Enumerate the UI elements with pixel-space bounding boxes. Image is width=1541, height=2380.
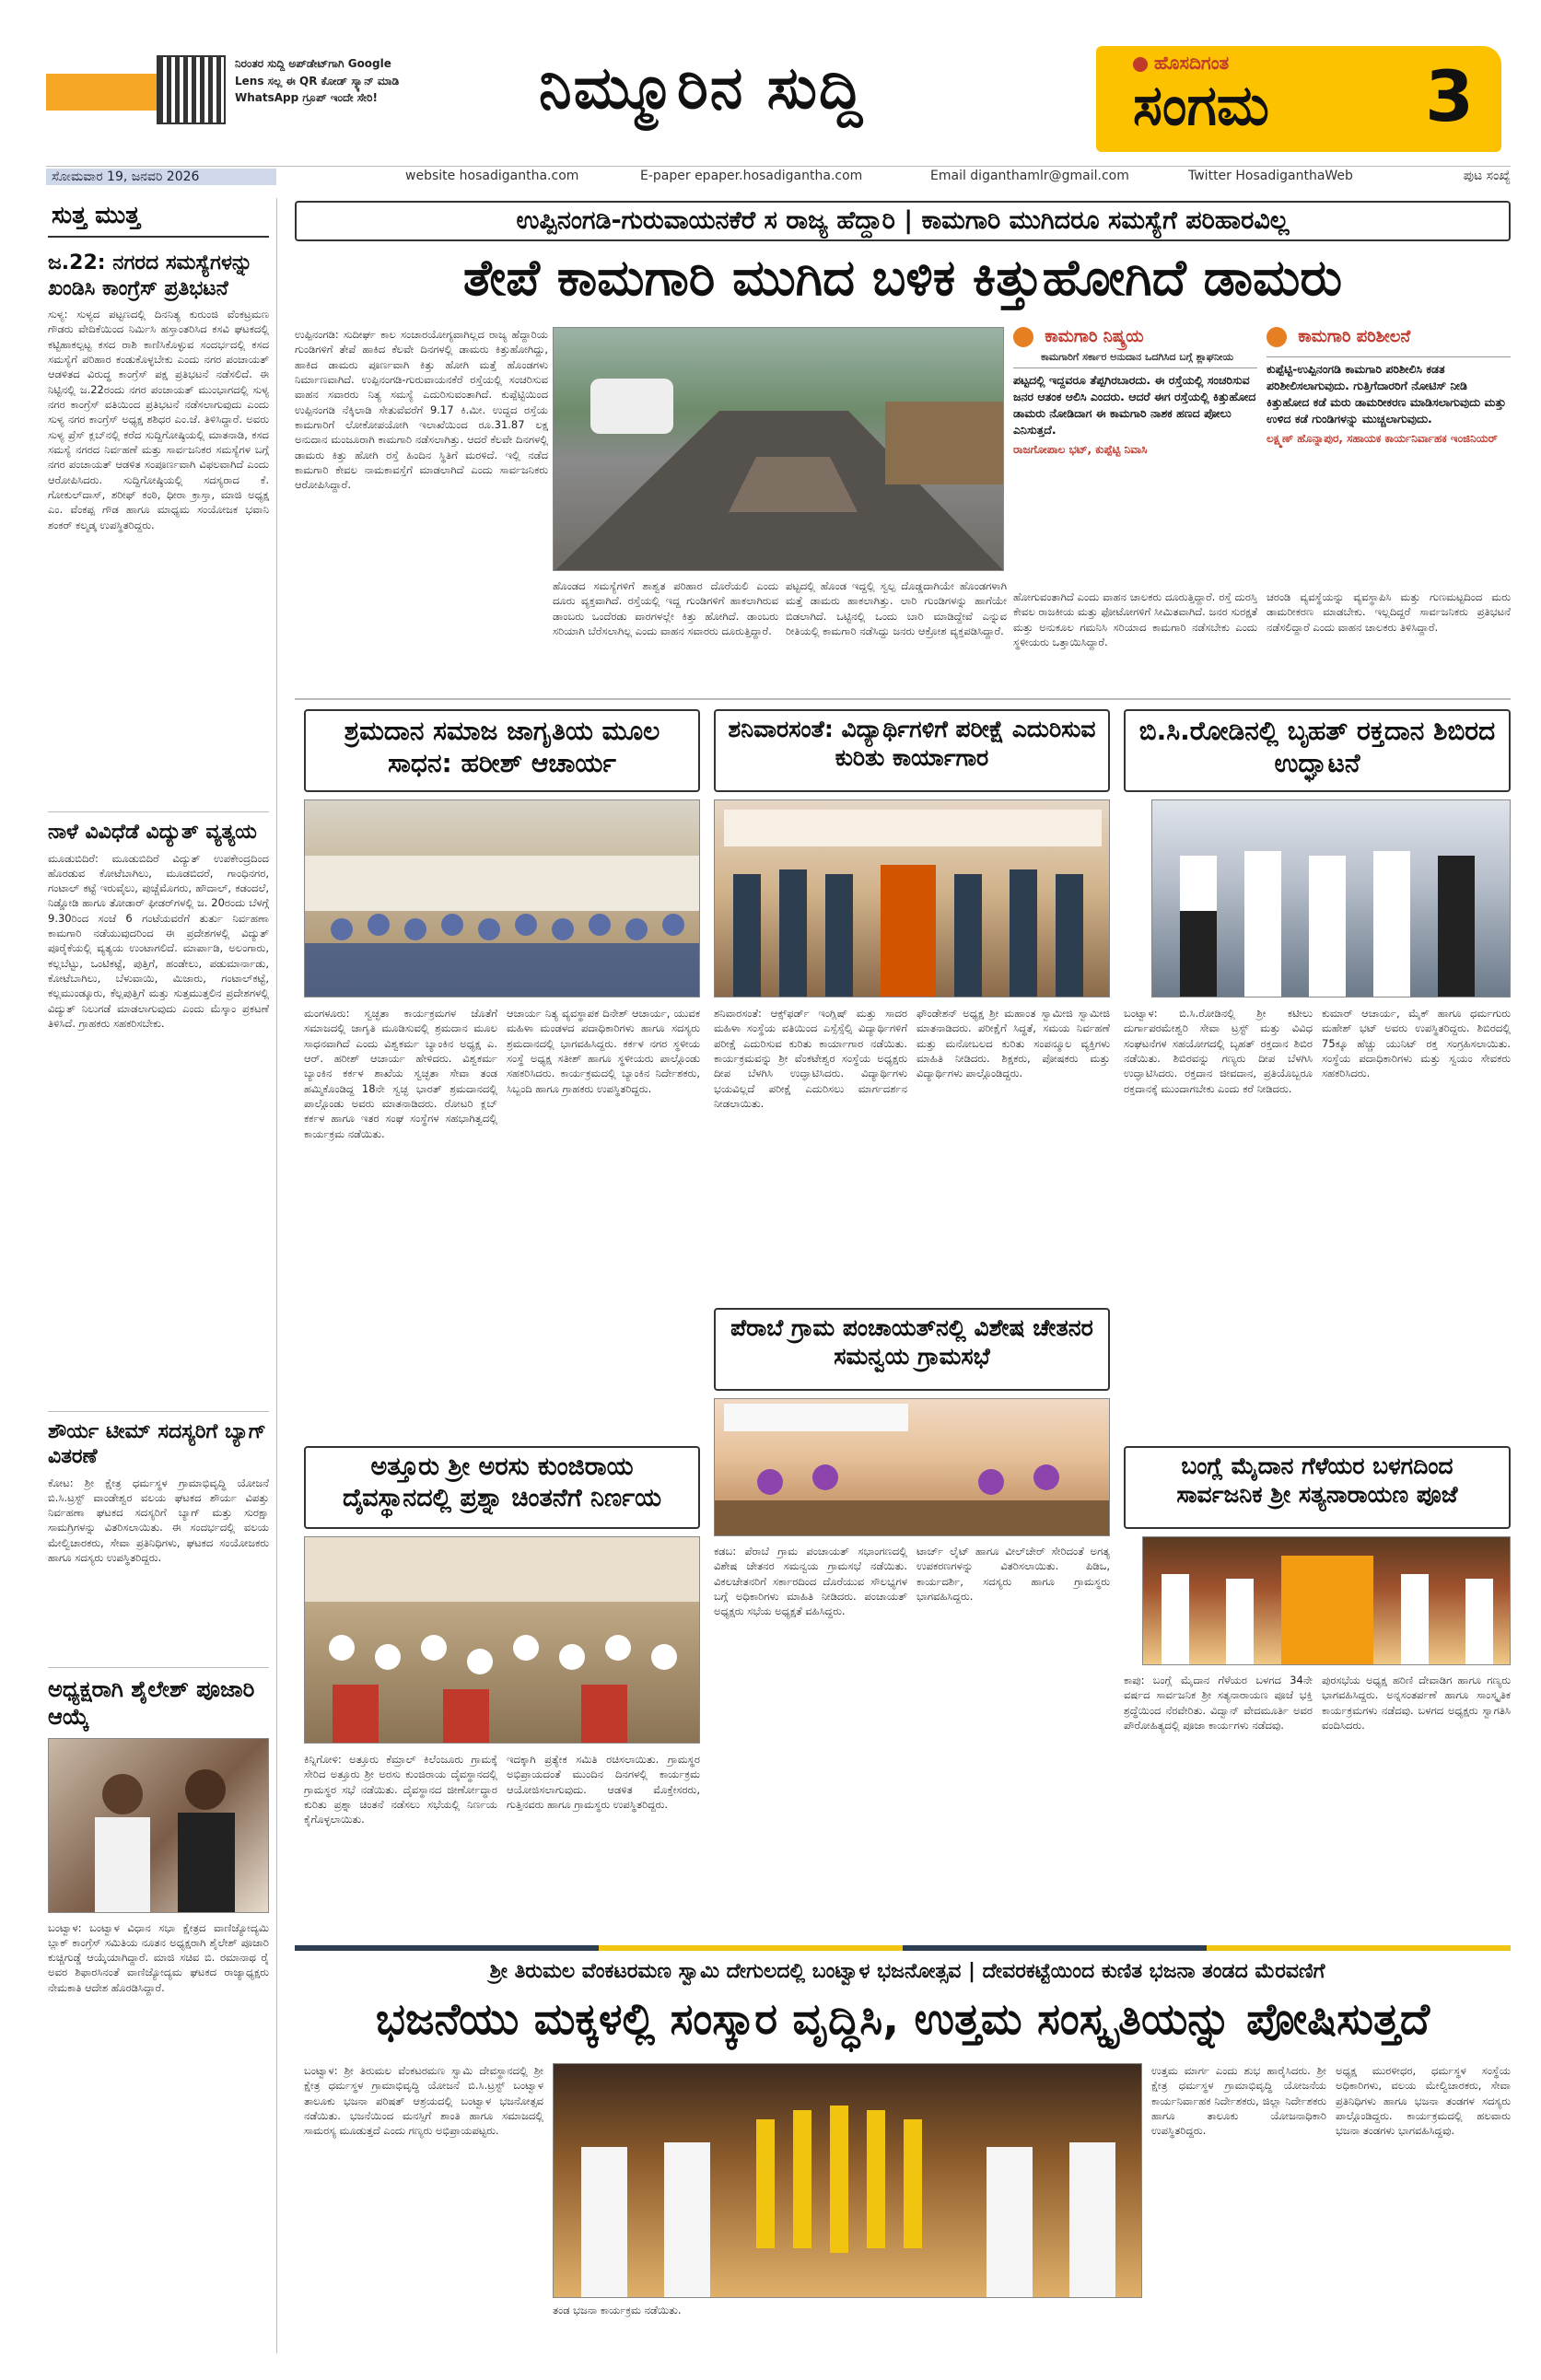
- story-e-head: ಅತ್ತೂರು ಶ್ರೀ ಅರಸು ಕುಂಜಿರಾಯ ದೈವಸ್ಥಾನದಲ್ಲಿ ಪ್ರಶ್ನಾ ಚಿಂತನೆಗೆ ನಿರ್ಣಯ: [304, 1446, 700, 1529]
- sidebar-story-head: ಜ.22: ನಗರದ ಸಮಸ್ಯೆಗಳನ್ನು ಖಂಡಿಸಿ ಕಾಂಗ್ರೆಸ್ ಪ್ರತಿಭಟನೆ: [48, 251, 253, 300]
- lead-col3: ಪಟ್ಟದಲ್ಲಿ ಹೊಂಡ ಇದ್ದಲ್ಲಿ ಸ್ವಲ್ಪ ದೊಡ್ಡದಾಗಿಯೇ ಹೊಂಡಗಳಾಗಿ ಮತ್ತೆ ಡಾಮರು ಹಾಕಲಾಗಿತ್ತು. ಲಾರಿ ಗುಂಡಿಗಳನ್ನು ಹಾಗೆಯೇ ಬಿಡಲಾಗಿದೆ. ಒಟ್ಟಿನಲ್ಲಿ ಒಂದು ಬಾರಿ ಮಾಡಿದ್ದೇವೆ ಎನ್ನುವ ರೀತಿಯಲ್ಲಿ ಕಾಮಗಾರಿ ನಡೆಸಿದ್ದು ಜನರು ಆಕ್ರೋಶ ವ್ಯಕ್ತಪಡಿಸಿದ್ದಾರೆ.: [786, 579, 1007, 637]
- lead-headline: ತೇಪೆ ಕಾಮಗಾರಿ ಮುಗಿದ ಬಳಿಕ ಕಿತ್ತುಹೋಗಿದೆ ಡಾಮರು: [462, 249, 1343, 307]
- masthead: [37, 46, 1511, 166]
- bottom-photo: [553, 2063, 1142, 2298]
- story-b-text2: ಫೌಂಡೇಶನ್ ಅಧ್ಯಕ್ಷ ಶ್ರೀ ಮಹಾಂತ ಸ್ವಾಮೀಜಿ ಸ್ವಾಮೀಜಿ ಮಾತನಾಡಿದರು. ಪರೀಕ್ಷೆಗೆ ಸಿದ್ಧತೆ, ಸಮಯ ನಿರ್ವಹಣೆ ಮತ್ತು ಮನೋಬಲದ ಕುರಿತು ಸಂಪನ್ಮೂಲ ವ್ಯಕ್ತಿಗಳು ಮಾಹಿತಿ ನೀಡಿದರು. ಶಿಕ್ಷಕರು, ಪೋಷಕರು ಮತ್ತು ವಿದ್ಯಾರ್ಥಿಗಳು ಪಾಲ್ಗೊಂಡಿದ್ದರು.: [916, 1007, 1110, 1080]
- story-b-text1: ಶನಿವಾರಸಂತೆ: ಆಕ್ಸ್‌ಫರ್ಡ್ ಇಂಗ್ಲಿಷ್ ಮತ್ತು ಸಾದರ ಮಹಿಳಾ ಸಂಸ್ಥೆಯ ವತಿಯಿಂದ ಎಸ್ಸೆಸ್ಸೆಲ್ಸಿ ವಿದ್ಯಾರ್ಥಿಗಳಿಗೆ ಪರೀಕ್ಷೆ ಎದುರಿಸುವ ಕುರಿತು ಕಾರ್ಯಾಗಾರ ನಡೆಯಿತು. ಕಾರ್ಯಕ್ರಮವನ್ನು ಶ್ರೀ ವೆಂಕಟೇಶ್ವರ ಸಂಸ್ಥೆಯ ಅಧ್ಯಕ್ಷರು ದೀಪ ಬೆಳಗಿಸಿ ಉದ್ಘಾಟಿಸಿದರು. ವಿದ್ಯಾರ್ಥಿಗಳು ಭಯವಿಲ್ಲದೆ ಪರೀಕ್ಷೆ ಎದುರಿಸಲು ಮಾರ್ಗದರ್ಶನ ನೀಡಲಾಯಿತು.: [714, 1007, 907, 1110]
- lead-kicker: ಉಪ್ಪಿನಂಗಡಿ-ಗುರುವಾಯನಕೆರೆ ಸ ರಾಜ್ಯ ಹೆದ್ದಾರಿ | ಕಾಮಗಾರಿ ಮುಗಿದರೂ ಸಮಸ್ಯೆಗೆ ಪರಿಹಾರವಿಲ್ಲ: [295, 201, 1511, 241]
- qr-code[interactable]: [157, 55, 226, 124]
- chat-icon: [1267, 327, 1287, 347]
- sidebar-divider: [48, 1667, 269, 1668]
- story-d-head: ಪೆರಾಬೆ ಗ್ರಾಮ ಪಂಚಾಯತ್‌ನಲ್ಲಿ ವಿಶೇಷ ಚೇತನರ ಸಮನ್ವಯ ಗ್ರಾಮಸಭೆ: [714, 1308, 1110, 1391]
- bottom-text3: ಅಧ್ಯಕ್ಷ ಮುರಳೀಧರ, ಧರ್ಮಸ್ಥಳ ಸಂಸ್ಥೆಯ ಅಧಿಕಾರಿಗಳು, ವಲಯ ಮೇಲ್ವಿಚಾರಕರು, ಸೇವಾ ಪ್ರತಿನಿಧಿಗಳು ಹಾಗೂ ಭಜನಾ ತಂಡಗಳ ಸದಸ್ಯರು ಪಾಲ್ಗೊಂಡಿದ್ದರು. ಕಾರ್ಯಕ್ರಮದಲ್ಲಿ ಹಲವಾರು ಭಜನಾ ತಂಡಗಳು ಭಾಗವಹಿಸಿದ್ದವು.: [1336, 2064, 1511, 2138]
- story-c-head: ಬಿ.ಸಿ.ರೋಡಿನಲ್ಲಿ ಬೃಹತ್ ರಕ್ತದಾನ ಶಿಬಿರದ ಉದ್ಘಾಟನೆ: [1124, 709, 1511, 792]
- story-f-text1: ಕಾಪು: ಬಂಗ್ಲೆ ಮೈದಾನ ಗೆಳೆಯರ ಬಳಗದ 34ನೇ ವರ್ಷದ ಸಾರ್ವಜನಿಕ ಶ್ರೀ ಸತ್ಯನಾರಾಯಣ ಪೂಜೆ ಭಕ್ತಿ ಶ್ರದ್ಧೆಯಿಂದ ನೆರವೇರಿತು. ವಿದ್ವಾನ್ ವೇದಮೂರ್ತಿ ಅವರ ಪೌರೋಹಿತ್ಯದಲ್ಲಿ ಪೂಜಾ ಕಾರ್ಯಗಳು ನಡೆದವು.: [1124, 1674, 1313, 1732]
- group-photo-illustration: [305, 800, 700, 998]
- quote-box-1: [1013, 327, 1257, 585]
- sidebar-story-head: ನಾಳೆ ವಿವಿಧೆಡೆ ವಿದ್ಯುತ್ ವ್ಯತ್ಯಯ: [48, 821, 257, 844]
- people-illustration: [49, 1739, 269, 1913]
- inauguration-illustration: [715, 800, 1110, 998]
- bottom-text1: ಬಂಟ್ವಾಳ: ಶ್ರೀ ತಿರುಮಲ ವೆಂಕಟರಮಣ ಸ್ವಾಮಿ ದೇವಸ್ಥಾನದಲ್ಲಿ ಶ್ರೀ ಕ್ಷೇತ್ರ ಧರ್ಮಸ್ಥಳ ಗ್ರಾಮಾಭಿವೃದ್ಧಿ ಯೋಜನೆ ಬಿ.ಸಿ.ಟ್ರಸ್ಟ್ ಬಂಟ್ವಾಳ ತಾಲೂಕು ಭಜನಾ ಪರಿಷತ್ ಆಶ್ರಯದಲ್ಲಿ ಬಂಟ್ವಾಳ ಭಜನೋತ್ಸವ ನಡೆಯಿತು. ಭಜನೆಯಿಂದ ಮನಸ್ಸಿಗೆ ಶಾಂತಿ ಹಾಗೂ ಸಮಾಜದಲ್ಲಿ ಸಾಮರಸ್ಯ ಮೂಡುತ್ತದೆ ಎಂದು ಗಣ್ಯರು ಅಭಿಪ್ರಾಯಪಟ್ಟರು.: [304, 2064, 543, 2138]
- story-b-photo: [714, 799, 1110, 998]
- quote-text: ಪಟ್ಟದಲ್ಲಿ ಇದ್ದವರೂ ತೆಪ್ಪಗಿರಬಾರದು. ಈ ರಸ್ತೆಯಲ್ಲಿ ಸಂಚರಿಸುವ ಜನರ ಆತಂಕ ಆಲಿಸಿ ಎಂದರು. ಆದರೆ ಈಗ ರಸ್ತೆಯಲ್ಲಿ ಕಿತ್ತುಹೋದ ಡಾಮರು ನೋಡಿದಾಗ ಈ ಕಾಮಗಾರಿ ನಾಶಕ ಹಣದ ಪೋಲು ಎನಿಸುತ್ತದೆ.: [1013, 368, 1257, 439]
- date-tag: ಸೋಮವಾರ 19, ಜನವರಿ 2026: [46, 169, 276, 185]
- epaper-link[interactable]: E-paper epaper.hosadigantha.com: [640, 169, 863, 183]
- sidebar-story: [48, 820, 269, 1404]
- sidebar-story-text: ಬಂಟ್ವಾಳ: ಬಂಟ್ವಾಳ ವಿಧಾನ ಸಭಾ ಕ್ಷೇತ್ರದ ವಾಣಿಜ್ಯೋದ್ಯಮಿ ಬ್ಲಾಕ್ ಕಾಂಗ್ರೆಸ್ ಸಮಿತಿಯ ನೂತನ ಅಧ್ಯಕ್ಷರಾಗಿ ಶೈಲೇಶ್ ಪೂಜಾರಿ ಕುಚ್ಚಿಗುಡ್ಡೆ ಆಯ್ಕೆಯಾಗಿದ್ದಾರೆ. ಮಾಜಿ ಸಚಿವ ಬಿ. ರಮಾನಾಥ ರೈ ಅವರ ಶಿಫಾರಸಿನಂತೆ ವಾಣಿಜ್ಯೋದ್ಯಮ ಘಟಕದ ರಾಜ್ಯಾಧ್ಯಕ್ಷರು ನೇಮಕಾತಿ ಆದೇಶ ಹೊರಡಿಸಿದ್ದಾರೆ.: [48, 1920, 269, 1994]
- story-c-text2: ಕುಮಾರ್ ಆಚಾರ್ಯ, ಮೈಕ್ ಹಾಗೂ ಧರ್ಮಗುರು ಮಹೇಶ್ ಭಟ್ ಅವರು ಉಪಸ್ಥಿತರಿದ್ದರು. ಶಿಬಿರದಲ್ಲಿ 75ಕ್ಕೂ ಹೆಚ್ಚು ಯುನಿಟ್ ರಕ್ತ ಸಂಗ್ರಹಿಸಲಾಯಿತು. ಸಂಸ್ಥೆಯ ಪದಾಧಿಕಾರಿಗಳು ಮತ್ತು ಸ್ವಯಂ ಸೇವಕರು ಸಹಕರಿಸಿದರು.: [1322, 1007, 1511, 1080]
- twitter-link[interactable]: Twitter HosadiganthaWeb: [1188, 169, 1353, 183]
- lead-col5: ಚರಂಡಿ ವ್ಯವಸ್ಥೆಯನ್ನು ವ್ಯವಸ್ಥಾಪಿಸಿ ಮತ್ತು ಗುಣಮಟ್ಟದಿಂದ ಮರು ಡಾಮರೀಕರಣ ಮಾಡಬೇಕು. ಇಲ್ಲದಿದ್ದರೆ ಸಾರ್ವಜನಿಕರು ಪ್ರತಿಭಟನೆ ನಡೆಸಲಿದ್ದಾರೆ ಎಂದು ವಾಹನ ಚಾಲಕರು ತಿಳಿಸಿದ್ದಾರೆ.: [1267, 590, 1511, 634]
- website-link[interactable]: website hosadigantha.com: [405, 169, 579, 183]
- sidebar-divider: [48, 1411, 269, 1412]
- bhajan-illustration: [554, 2064, 1142, 2298]
- page-label: ಪುಟ ಸಂಖ್ಯೆ: [1463, 169, 1511, 183]
- village-meeting-illustration: [305, 1537, 700, 1744]
- brand-logo: ಹೊಸದಿಗಂತ: [1133, 52, 1229, 74]
- sidebar-story: [48, 251, 269, 804]
- bottom-colorbar: [295, 1945, 1511, 1951]
- sidebar-story-text: ಮೂಡುಬಿದಿರೆ: ಮೂಡುಬಿದಿರೆ ವಿದ್ಯುತ್ ಉಪಕೇಂದ್ರದಿಂದ ಹೊರಡುವ ಕೋಟೆಬಾಗಿಲು, ಮೂಡಬಿದರೆ, ಗಾಂಧಿನಗರ, ಗಂಟಾಲ್ ಕಟ್ಟೆ ಇರುವೈಲು, ಪುಚ್ಚೆಮೊಗರು, ಹೌದಾಲ್, ಕಡಂದಲೆ, ನಿಡ್ಡೋಡಿ ಹಾಗೂ ತೋಡಾರ್ ಫೀಡರ್‌ಗಳಲ್ಲಿ ಜ. 20ರಂದು ಬೆಳಗ್ಗೆ 9.30ರಿಂದ ಸಂಜೆ 6 ಗಂಟೆಯವರೆಗೆ ತುರ್ತು ನಿರ್ವಹಣಾ ಕಾಮಗಾರಿ ನಡೆಯುವುದರಿಂದ ಈ ಪ್ರದೇಶಗಳಲ್ಲಿ ವಿದ್ಯುತ್ ಪೂರೈಕೆಯಲ್ಲಿ ವ್ಯತ್ಯಯ ಉಂಟಾಗಲಿದೆ. ಮಾರ್ಪಾಡಿ, ಅಲಂಗಾರು, ಕಲ್ಲಬೆಟ್ಟು, ಒಂಟಿಕಟ್ಟೆ, ಪುತ್ತಿಗೆ, ಹಂಡೇಲು, ಪಡುಮಾರ್ನಾಡು, ಕೋಟೆಬಾಗಿಲು, ಬೆಳುವಾಯಿ, ಮಿಜಾರು, ಗಂಟಾಲ್‌ಕಟ್ಟೆ, ಕಲ್ಲಮುಂಡ್ಕೂರು, ಕೆಲ್ಲಪುತ್ತಿಗೆ ಮತ್ತು ಸುತ್ತಮುತ್ತಲಿನ ಪ್ರದೇಶಗಳಲ್ಲಿ ವಿದ್ಯುತ್ ನಿಲುಗಡೆ ಮಾಡಲಾಗುವುದು ಎಂದು ಮೆಸ್ಕಾಂ ಪ್ರಕಟಣೆ ತಿಳಿಸಿದೆ. ಗ್ರಾಹಕರು ಸಹಕರಿಸಬೇಕು.: [48, 851, 269, 1031]
- chat-icon: [1013, 327, 1033, 347]
- story-f-text2: ಪುರಸಭೆಯ ಅಧ್ಯಕ್ಷ ಹರಿಣಿ ದೇವಾಡಿಗ ಹಾಗೂ ಗಣ್ಯರು ಭಾಗವಹಿಸಿದ್ದರು. ಅನ್ನಸಂತರ್ಪಣೆ ಹಾಗೂ ಸಾಂಸ್ಕೃತಿಕ ಕಾರ್ಯಕ್ರಮಗಳು ನಡೆದವು. ಬಳಗದ ಅಧ್ಯಕ್ಷರು ಸ್ವಾಗತಿಸಿ ವಂದಿಸಿದರು.: [1322, 1674, 1511, 1732]
- sidebar-story-text: ಸುಳ್ಯ: ಸುಳ್ಯದ ಪಟ್ಟಣದಲ್ಲಿ ದಿನನಿತ್ಯ ಕುರುಂಜಿ ವೆಂಕಟ್ರಮಣ ಗೌಡರು ವೇದಿಕೆಯಿಂದ ನಿರ್ಮಿಸಿ ಹಸ್ತಾಂತರಿಸಿದ ಕಸವಿ ಘಟಕದಲ್ಲಿ ಕಟ್ಟಿಹಾಕಲ್ಪಟ್ಟ ಕಸದ ರಾಶಿ ಕಾಣಿಸಿಕೊಳ್ಳುವ ಸಂದರ್ಭದಲ್ಲಿ ಕಸದ ಸಮಸ್ಯೆಗೆ ಪರಿಹಾರ ಕಂಡುಕೊಳ್ಳಬೇಕು ಎಂದು ನಗರ ಪಂಚಾಯತ್ ಆಡಳಿತದ ವಿರುದ್ಧ ಕಾಂಗ್ರೆಸ್ ಪಕ್ಷ ಪ್ರತಿಭಟನೆ ನಡೆಸಲಿದೆ. ಈ ನಿಟ್ಟಿನಲ್ಲಿ ಜ.22ರಂದು ನಗರ ಪಂಚಾಯತ್ ಮುಂಭಾಗದಲ್ಲಿ ಸುಳ್ಯ ನಗರ ಕಾಂಗ್ರೆಸ್ ವತಿಯಿಂದ ಪ್ರತಿಭಟನೆ ನಡೆಸಲಾಗುವುದು ಎಂದು ಸುಳ್ಯ ನಗರ ಕಾಂಗ್ರೆಸ್ ಅಧ್ಯಕ್ಷ ಶಶಿಧರ ಎಂ.ಜೆ. ತಿಳಿಸಿದ್ದಾರೆ. ಅವರು ಸುಳ್ಯ ಪ್ರೆಸ್ ಕ್ಲಬ್‌ನಲ್ಲಿ ಕರೆದ ಸುದ್ದಿಗೋಷ್ಠಿಯಲ್ಲಿ ಮಾತನಾಡಿ, ಕಸದ ಸಮಸ್ಯೆ ನಗರದ ನಿರ್ವಹಣೆ ಮತ್ತು ಸಾರ್ವಜನಿಕರ ಸಮಸ್ಯೆಗಳ ಬಗ್ಗೆ ನಗರ ಪಂಚಾಯತ್ ಆಡಳಿತ ಸಂಪೂರ್ಣವಾಗಿ ವಿಫಲವಾಗಿದೆ ಎಂದು ಆರೋಪಿಸಿದರು. ಸುದ್ದಿಗೋಷ್ಠಿಯಲ್ಲಿ ಸದಸ್ಯರಾದ ಕೆ. ಗೋಕುಲ್‌ದಾಸ್, ಶರೀಫ್ ಕಂಠಿ, ಧೀರಾ ಕ್ರಾಸ್ತಾ, ಮಾಜಿ ಅಧ್ಯಕ್ಷ ಎಂ. ವೆಂಕಪ್ಪ ಗೌಡ ಹಾಗೂ ಮಾಧ್ಯಮ ಸಂಯೋಜಕ ಭವಾನಿ ಶಂಕರ್ ಕಲ್ಮಡ್ಕ ಉಪಸ್ಥಿತರಿದ್ದರು.: [48, 308, 269, 531]
- brand-icon: [1133, 57, 1148, 72]
- quote-title: ಕಾಮಗಾರಿ ಪರಿಶೀಲನೆ: [1267, 327, 1511, 347]
- info-bar: [46, 166, 1511, 186]
- story-d-photo: [714, 1398, 1110, 1536]
- story-d-text2: ಟಾರ್ಚ್ ಲೈಟ್ ಹಾಗೂ ವೀಲ್‌ಚೇರ್ ಸೇರಿದಂತೆ ಅಗತ್ಯ ಉಪಕರಣಗಳನ್ನು ವಿತರಿಸಲಾಯಿತು. ಪಿಡಿಒ, ಕಾರ್ಯದರ್ಶಿ, ಸದಸ್ಯರು ಹಾಗೂ ಗ್ರಾಮಸ್ಥರು ಭಾಗವಹಿಸಿದ್ದರು.: [916, 1545, 1110, 1603]
- story-a-head: ಶ್ರಮದಾನ ಸಮಾಜ ಜಾಗೃತಿಯ ಮೂಲ ಸಾಧನ: ಹರೀಶ್ ಆಚಾರ್ಯ: [304, 709, 700, 792]
- sidebar-header: ಸುತ್ತ ಮುತ್ತ: [48, 198, 269, 238]
- quote-sub: ಕಾಮಗಾರಿಗೆ ಸರ್ಕಾರ ಅನುದಾನ ಒದಗಿಸಿದ ಬಗ್ಗೆ ಶ್ಲಾಘನೀಯ: [1041, 351, 1234, 363]
- story-b-head: ಶನಿವಾರಸಂತೆ: ವಿದ್ಯಾರ್ಥಿಗಳಿಗೆ ಪರೀಕ್ಷೆ ಎದುರಿಸುವ ಕುರಿತು ಕಾರ್ಯಾಗಾರ: [714, 709, 1110, 792]
- sidebar-divider: [48, 811, 269, 812]
- quote-text: ಕುಪ್ಪೆಟ್ಟಿ-ಉಪ್ಪಿನಂಗಡಿ ಕಾಮಗಾರಿ ಪರಿಶೀಲಿಸಿ ಕಡತ ಪರಿಶೀಲಿಸಲಾಗುವುದು. ಗುತ್ತಿಗೆದಾರರಿಗೆ ನೋಟಿಸ್ ನೀಡಿ ಕಿತ್ತುಹೋದ ಕಡೆ ಮರು ಡಾಮರೀಕರಣ ಮಾಡಿಸಲಾಗುವುದು ಮತ್ತು ಉಳಿದ ಕಡೆ ಗುಂಡಿಗಳನ್ನು ಮುಚ್ಚಲಾಗುವುದು.: [1267, 356, 1511, 428]
- email-link[interactable]: Email diganthamlr@gmail.com: [930, 169, 1129, 183]
- sidebar-story-head: ಅಧ್ಯಕ್ಷರಾಗಿ ಶೈಲೇಶ್ ಪೂಜಾರಿ ಆಯ್ಕೆ: [48, 1675, 255, 1730]
- story-f-head: ಬಂಗ್ಲೆ ಮೈದಾನ ಗೆಳೆಯರ ಬಳಗದಿಂದ ಸಾರ್ವಜನಿಕ ಶ್ರೀ ಸತ್ಯನಾರಾಯಣ ಪೂಜೆ: [1124, 1446, 1511, 1529]
- sidebar: [48, 198, 269, 2353]
- story-a-text1: ಮಂಗಳೂರು: ಸ್ವಚ್ಛತಾ ಕಾರ್ಯಕ್ರಮಗಳ ಜೊತೆಗೆ ಸಮಾಜದಲ್ಲಿ ಜಾಗೃತಿ ಮೂಡಿಸುವಲ್ಲಿ ಶ್ರಮದಾನ ಮೂಲ ಸಾಧನವಾಗಿದೆ ಎಂದು ವಿಶ್ವಕರ್ಮ ಬ್ಯಾಂಕಿನ ಅಧ್ಯಕ್ಷ ಎ. ಆರ್. ಹರೀಶ್ ಆಚಾರ್ಯ ಹೇಳಿದರು. ವಿಶ್ವಕರ್ಮ ಬ್ಯಾಂಕಿನ ಕರ್ಕಳ ಶಾಖೆಯ ಸ್ವಚ್ಛತಾ ಸೇವಾ ತಂಡ ಹಮ್ಮಿಕೊಂಡಿದ್ದ 18ನೇ ಸ್ವಚ್ಛ ಭಾರತ್ ಶ್ರಮದಾನದಲ್ಲಿ ಪಾಲ್ಗೊಂಡು ಅವರು ಮಾತನಾಡಿದರು. ರೋಟರಿ ಕ್ಲಬ್ ಕರ್ಕಳ ಹಾಗೂ ಇತರ ಸಂಘ ಸಂಸ್ಥೆಗಳ ಸಹಭಾಗಿತ್ವದಲ್ಲಿ ಕಾರ್ಯಕ್ರಮ ನಡೆಯಿತು.: [304, 1007, 497, 1140]
- story-c-text1: ಬಂಟ್ವಾಳ: ಬಿ.ಸಿ.ರೋಡಿನಲ್ಲಿ ಶ್ರೀ ಕಟೀಲು ದುರ್ಗಾಪರಮೇಶ್ವರಿ ಸೇವಾ ಟ್ರಸ್ಟ್ ಮತ್ತು ವಿವಿಧ ಸಂಘಟನೆಗಳ ಸಹಯೋಗದಲ್ಲಿ ಬೃಹತ್ ರಕ್ತದಾನ ಶಿಬಿರ ನಡೆಯಿತು. ಶಿಬಿರವನ್ನು ಗಣ್ಯರು ದೀಪ ಬೆಳಗಿಸಿ ಉದ್ಘಾಟಿಸಿದರು. ರಕ್ತದಾನ ಜೀವದಾನ, ಪ್ರತಿಯೊಬ್ಬರೂ ರಕ್ತದಾನಕ್ಕೆ ಮುಂದಾಗಬೇಕು ಎಂದು ಕರೆ ನೀಡಿದರು.: [1124, 1007, 1313, 1095]
- lead-photo: [553, 327, 1004, 571]
- story-e-text1: ಕಿನ್ನಿಗೋಳಿ: ಅತ್ತೂರು ಕೆಮ್ರಾಲ್ ಕಿಲೆಂಜೂರು ಗ್ರಾಮಕ್ಕೆ ಸೇರಿದ ಅತ್ತೂರು ಶ್ರೀ ಅರಸು ಕುಂಜಿರಾಯ ದೈವಸ್ಥಾನದಲ್ಲಿ ಗ್ರಾಮಸ್ಥರ ಸಭೆ ನಡೆಯಿತು. ದೈವಸ್ಥಾನದ ಜೀರ್ಣೋದ್ಧಾರ ಕುರಿತು ಪ್ರಶ್ನಾ ಚಿಂತನೆ ನಡೆಸಲು ಸಭೆಯಲ್ಲಿ ನಿರ್ಣಯ ಕೈಗೊಳ್ಳಲಾಯಿತು.: [304, 1753, 497, 1826]
- sidebar-story-text: ಕೋಟ: ಶ್ರೀ ಕ್ಷೇತ್ರ ಧರ್ಮಸ್ಥಳ ಗ್ರಾಮಾಭಿವೃದ್ಧಿ ಯೋಜನೆ ಬಿ.ಸಿ.ಟ್ರಸ್ಟ್ ವಾಂಡೇಶ್ವರ ವಲಯ ಘಟಕದ ಶೌರ್ಯ ವಿಪತ್ತು ನಿರ್ವಹಣಾ ಘಟಕದ ಸದಸ್ಯರಿಗೆ ಬ್ಯಾಗ್ ಮತ್ತು ಸುರಕ್ಷಾ ಸಾಮಗ್ರಿಗಳನ್ನು ವಿತರಿಸಲಾಯಿತು. ಈ ಸಂದರ್ಭದಲ್ಲಿ ವಲಯ ಮೇಲ್ವಿಚಾರಕರು, ಸೇವಾ ಪ್ರತಿನಿಧಿಗಳು, ಘಟಕದ ಸಂಯೋಜಕರು ಹಾಗೂ ಸದಸ್ಯರು ಉಪಸ್ಥಿತರಿದ್ದರು.: [48, 1476, 269, 1565]
- sidebar-rule: [276, 198, 277, 2353]
- bottom-kicker: ಶ್ರೀ ತಿರುಮಲ ವೆಂಕಟರಮಣ ಸ್ವಾಮಿ ದೇಗುಲದಲ್ಲಿ ಬಂಟ್ವಾಳ ಭಜನೋತ್ಸವ | ದೇವರಕಟ್ಟೆಯಿಂದ ಕುಣಿತ ಭಜನಾ ತಂಡದ ಮೆರವಣಿಗೆ: [489, 1960, 1325, 1983]
- qr-note: ನಿರಂತರ ಸುದ್ದಿ ಅಪ್‌ಡೇಟ್‌ಗಾಗಿ Google Lens ಸಲ್ಲ ಈ QR ಕೋಡ್ ಸ್ಕ್ಯಾನ್ ಮಾಡಿ WhatsApp ಗ್ರೂಪ್ ಇಂದೇ ಸೇರಿ!: [235, 57, 400, 105]
- lead-col4: ಹೋಗುವಂತಾಗಿದೆ ಎಂದು ವಾಹನ ಚಾಲಕರು ದೂರುತ್ತಿದ್ದಾರೆ. ರಸ್ತೆ ದುರಸ್ತಿ ಕೇವಲ ರಾಜಕೀಯ ಮತ್ತು ಫೋಟೋಗಳಿಗೆ ಸೀಮಿತವಾಗಿದೆ. ಜನರ ಸುರಕ್ಷತೆ ಮತ್ತು ಅನುಕೂಲ ಗಮನಿಸಿ ಸರಿಯಾದ ಕಾಮಗಾರಿ ನಡೆಸಬೇಕು ಎಂದು ಸ್ಥಳೀಯರು ಒತ್ತಾಯಿಸಿದ್ದಾರೆ.: [1013, 590, 1257, 648]
- quote-by: ಲಕ್ಷ್ಮಣ್ ಹೊನ್ನಾಪುರ, ಸಹಾಯಕ ಕಾರ್ಯನಿರ್ವಾಹಕ ಇಂಜಿನಿಯರ್: [1267, 431, 1498, 445]
- masthead-orange-bar: [46, 74, 157, 111]
- quote-title: ಕಾಮಗಾರಿ ನಿಷ್ಕ್ರಯ: [1013, 327, 1257, 347]
- road-illustration: [554, 328, 1004, 571]
- story-f-photo: [1142, 1536, 1511, 1665]
- sidebar-photo: [48, 1738, 269, 1913]
- sidebar-story-head: ಶೌರ್ಯ ಟೀಮ್ ಸದಸ್ಯರಿಗೆ ಬ್ಯಾಗ್ ವಿತರಣೆ: [48, 1419, 266, 1468]
- quote-box-2: [1267, 327, 1511, 585]
- bottom-text2: ಉತ್ತಮ ಮಾರ್ಗ ಎಂದು ಶುಭ ಹಾರೈಸಿದರು. ಶ್ರೀ ಕ್ಷೇತ್ರ ಧರ್ಮಸ್ಥಳ ಗ್ರಾಮಾಭಿವೃದ್ಧಿ ಯೋಜನೆಯ ಕಾರ್ಯನಿರ್ವಾಹಕ ನಿರ್ದೇಶಕರು, ಜಿಲ್ಲಾ ನಿರ್ದೇಶಕರು ಹಾಗೂ ತಾಲೂಕು ಯೋಜನಾಧಿಕಾರಿ ಉಪಸ್ಥಿತರಿದ್ದರು.: [1151, 2064, 1326, 2138]
- sidebar-story: [48, 1419, 269, 1660]
- meeting-illustration: [715, 1399, 1110, 1536]
- page-number: 3: [1425, 55, 1474, 137]
- story-a-text2: ಆಚಾರ್ಯ ನಿತ್ಯ ವ್ಯವಸ್ಥಾಪಕ ದಿನೇಶ್ ಆಚಾರ್ಯ, ಯುವಕ ಮಹಿಳಾ ಮಂಡಳದ ಪದಾಧಿಕಾರಿಗಳು ಹಾಗೂ ಸದಸ್ಯರು ಶ್ರಮದಾನದಲ್ಲಿ ಭಾಗವಹಿಸಿದ್ದರು. ಕರ್ಕಳ ನಗರ ಸ್ಥಳೀಯ ಸಂಸ್ಥೆ ಅಧ್ಯಕ್ಷ ಸತೀಶ್ ಹಾಗೂ ಸ್ಥಳೀಯರು ಪಾಲ್ಗೊಂಡು ಸಹಕರಿಸಿದರು. ಕಾರ್ಯಕ್ರಮದಲ್ಲಿ ಬ್ಯಾಂಕಿನ ನಿರ್ದೇಶಕರು, ಸಿಬ್ಬಂದಿ ಹಾಗೂ ಗ್ರಾಹಕರು ಉಪಸ್ಥಿತರಿದ್ದರು.: [507, 1007, 700, 1095]
- pooja-illustration: [1143, 1537, 1511, 1665]
- story-e-photo: [304, 1536, 700, 1744]
- masthead-title: ನಿಮ್ಮೂರಿನ ಸುದ್ದಿ: [539, 53, 865, 122]
- quote-by: ರಾಜಗೋಪಾಲ ಭಟ್, ಕುಪ್ಪೆಟ್ಟಿ ನಿವಾಸಿ: [1013, 442, 1148, 456]
- lead-col1: ಉಪ್ಪಿನಂಗಡಿ: ಸುದೀರ್ಘ ಕಾಲ ಸಂಚಾರಯೋಗ್ಯವಾಗಿಲ್ಲದ ರಾಜ್ಯ ಹೆದ್ದಾರಿಯ ಗುಂಡಿಗಳಿಗೆ ತೇಪೆ ಹಾಕಿದ ಕೆಲವೇ ದಿನಗಳಲ್ಲಿ ಡಾಮರು ಕಿತ್ತುಹೋಗಿದ್ದು, ಹಾಕಿದ ಡಾಮರು ಪೂರ್ಣವಾಗಿ ಕಿತ್ತು ಹೋಗಿ ಮತ್ತೆ ಹೊಂಡಗಳು ನಿರ್ಮಾಣವಾಗಿದೆ. ಉಪ್ಪಿನಂಗಡಿ-ಗುರುವಾಯನಕೆರೆ ರಸ್ತೆಯಲ್ಲಿ ಸಂಚರಿಸುವ ವಾಹನ ಸವಾರರು ನಿತ್ಯ ಸಮಸ್ಯೆ ಎದುರಿಸುವಂತಾಗಿದೆ. ಕುಪ್ಪೆಟ್ಟಿಯಿಂದ ಉಪ್ಪಿನಂಗಡಿ ನೆಕ್ಕಿಲಾಡಿ ಸೇತುವೆವರೆಗೆ 9.17 ಕಿ.ಮೀ. ಉದ್ದದ ರಸ್ತೆಯ ಕಾಮಗಾರಿಗೆ ಲೋಕೋಪಯೋಗಿ ಇಲಾಖೆಯಿಂದ ರೂ.31.87 ಲಕ್ಷ ಅನುದಾನ ಮಂಜೂರಾಗಿ ಕಾಮಗಾರಿ ನಡೆಸಲಾಗಿತ್ತು. ಆದರೆ ಕೆಲವೇ ದಿನಗಳಲ್ಲಿ ಡಾಮರು ಕಿತ್ತು ಹೋಗಿ ರಸ್ತೆ ಹಿಂದಿನ ಸ್ಥಿತಿಗೆ ಮರಳಿದೆ. ಇಲ್ಲಿ ನಡೆದ ಕಾಮಗಾರಿ ಕೇವಲ ನಾಮಕಾವಸ್ತೆಗೆ ಮಾಡಲಾಗಿದೆ ಎಂದು ಸಾರ್ವಜನಿಕರು ಆರೋಪಿಸಿದ್ದಾರೆ.: [295, 328, 548, 492]
- sidebar-story: [48, 1675, 269, 2123]
- story-a-photo: [304, 799, 700, 998]
- blood-camp-illustration: [1152, 800, 1511, 998]
- lead-col2: ಹೊಂಡದ ಸಮಸ್ಯೆಗಳಿಗೆ ಶಾಶ್ವತ ಪರಿಹಾರ ದೊರೆಯಲಿ ಎಂದು ದೂರು ವ್ಯಕ್ತವಾಗಿದೆ. ರಸ್ತೆಯಲ್ಲಿ ಇದ್ದ ಗುಂಡಿಗಳಿಗೆ ಹಾಕಲಾಗಿರುವ ಡಾಂಬರು ಒಂದೆರಡು ವಾರಗಳಲ್ಲೇ ಕಿತ್ತು ಹೋಗಿದೆ. ಡಾಂಬರು ಸರಿಯಾಗಿ ಬೆರೆಸಲಾಗಿಲ್ಲ ಎಂದು ವಾಹನ ಸವಾರರು ದೂರುತ್ತಿದ್ದಾರೆ.: [553, 579, 778, 637]
- section-block: [1096, 46, 1501, 152]
- story-c-photo: [1151, 799, 1511, 998]
- bottom-headline: ಭಜನೆಯು ಮಕ್ಕಳಲ್ಲಿ ಸಂಸ್ಕಾರ ವೃದ್ಧಿಸಿ, ಉತ್ತಮ ಸಂಸ್ಕೃತಿಯನ್ನು ಪೋಷಿಸುತ್ತದೆ: [375, 1994, 1430, 2045]
- story-d-text1: ಕಡಬ: ಪೆರಾಬೆ ಗ್ರಾಮ ಪಂಚಾಯತ್ ಸಭಾಂಗಣದಲ್ಲಿ ವಿಶೇಷ ಚೇತನರ ಸಮನ್ವಯ ಗ್ರಾಮಸಭೆ ನಡೆಯಿತು. ವಿಕಲಚೇತನರಿಗೆ ಸರ್ಕಾರದಿಂದ ದೊರೆಯುವ ಸೌಲಭ್ಯಗಳ ಬಗ್ಗೆ ಅಧಿಕಾರಿಗಳು ಮಾಹಿತಿ ನೀಡಿದರು. ಪಂಚಾಯತ್ ಅಧ್ಯಕ್ಷರು ಸಭೆಯ ಅಧ್ಯಕ್ಷತೆ ವಹಿಸಿದ್ದರು.: [714, 1545, 907, 1618]
- story-e-text2: ಇದಕ್ಕಾಗಿ ಪ್ರತ್ಯೇಕ ಸಮಿತಿ ರಚಿಸಲಾಯಿತು. ಗ್ರಾಮಸ್ಥರ ಅಭಿಪ್ರಾಯದಂತೆ ಮುಂದಿನ ದಿನಗಳಲ್ಲಿ ಕಾರ್ಯಕ್ರಮ ಆಯೋಜಿಸಲಾಗುವುದು. ಆಡಳಿತ ಮೊಕ್ತೇಸರರು, ಗುತ್ತಿನವರು ಹಾಗೂ ಗ್ರಾಮಸ್ಥರು ಉಪಸ್ಥಿತರಿದ್ದರು.: [507, 1753, 700, 1811]
- lead-rule: [295, 698, 1511, 700]
- bottom-caption: ತಂಡ ಭಜನಾ ಕಾರ್ಯಕ್ರಮ ನಡೆಯಿತು.: [553, 2304, 682, 2316]
- section-title: ಸಂಗಮ: [1133, 74, 1269, 138]
